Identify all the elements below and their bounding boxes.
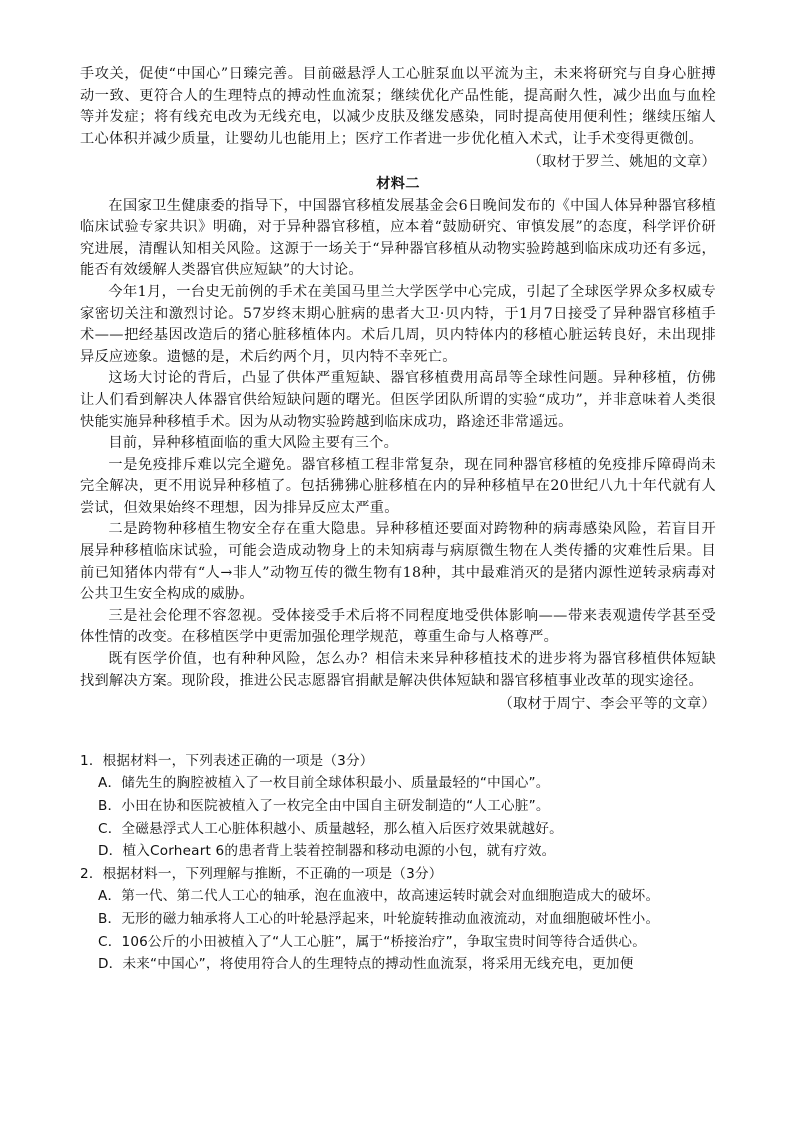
question-one xyxy=(80,750,716,863)
question-two-option-d: D．未来“中国心”，将使用符合人的生理特点的搏动性血流泵，将采用无线充电，更加便 xyxy=(98,956,634,973)
material-two-title: 材料二 xyxy=(376,175,420,192)
material-one-paragraph: 手攻关，促使“中国心”日臻完善。目前磁悬浮人工心脏泵血以平流为主，未来将研究与自身心脏搏动一致、更符合人的生理特点的搏动性血流泵；继续优化产品性能，提高耐久性，减少出血与血栓等并发症；将有线充电改为无线充电，以减少皮肤及继发感染，同时提高使用便利性；继续压缩人工心体积并减少质量，让婴幼儿也能用上；医疗工作者进一步优化植入术式，让手术变得更微创。 xyxy=(80,66,716,147)
question-one-option-b: B．小田在协和医院被植入了一枚完全由中国自主研发制造的“人工心脏”。 xyxy=(98,798,550,814)
material-two-paragraph: 这场大讨论的背后，凸显了供体严重短缺、器官移植费用高昂等全球性问题。异种移植，仿佛让人们看到解决人体器官供给短缺问题的曙光。但医学团队所谓的实验“成功”，并非意味着人类很快能实施异种移植手术。因为从动物实验跨越到临床成功，路途还非常遥远。 xyxy=(80,370,716,430)
material-two-paragraph: 在国家卫生健康委的指导下，中国器官移植发展基金会6日晚间发布的《中国人体异种器官移植临床试验专家共识》明确，对于异种器官移植，应本着“鼓励研究、审慎发展”的态度，科学评价研究进展，清醒认知相关风险。这源于一场关于“异种器官移植从动物实验跨越到临床成功还有多远，能否有效缓解人类器官供应短缺”的大讨论。 xyxy=(80,197,716,279)
question-one-option-a: A．储先生的胸腔被植入了一枚目前全球体积最小、质量最轻的“中国心”。 xyxy=(98,775,550,792)
material-one-section xyxy=(80,64,716,174)
question-two-option-a: A．第一代、第二代人工心的轴承，泡在血液中，故高速运转时就会对血细胞造成大的破坏。 xyxy=(98,888,660,905)
question-one-option-c: C．全磁悬浮式人工心脏体积越小、质量越轻，那么植入后医疗效果就越好。 xyxy=(98,820,563,837)
material-two-paragraph: 一是免疫排斥难以完全避免。器官移植工程非常复杂，现在同种器官移植的免疫排斥障碍尚未完全解决，更不用说异种移植了。包括狒狒心脏移植在内的异种移植早在20世纪八九十年代就有人尝试，但效果始终不理想，因为排异反应太严重。 xyxy=(80,456,716,516)
question-two-option-b: B．无形的磁力轴承将人工心的叶轮悬浮起来，叶轮旋转推动血液流动，对血细胞破坏性小。 xyxy=(98,910,660,927)
question-two xyxy=(80,863,716,976)
question-two-stem: 2．根据材料一，下列理解与推断，不正确的一项是（3分） xyxy=(80,865,443,882)
material-one-source: （取材于罗兰、姚旭的文章） xyxy=(527,154,716,171)
material-two-paragraph: 目前，异种移植面临的重大风险主要有三个。 xyxy=(108,435,399,452)
section-gap xyxy=(80,716,716,750)
question-two-option-c: C．106公斤的小田被植入了“人工心脏”，属于“桥接治疗”，争取宝贵时间等待合适供心。 xyxy=(98,933,646,950)
question-one-stem: 1．根据材料一，下列表述正确的一项是（3分） xyxy=(80,752,374,769)
material-two-section xyxy=(80,174,716,716)
material-two-paragraph: 二是跨物种移植生物安全存在重大隐患。异种移植还要面对跨物种的病毒感染风险，若盲目开展异种移植临床试验，可能会造成动物身上的未知病毒与病原微生物在人类传播的灾难性后果。目前已知猪体内带有“人→非人”动物互传的微生物有18种，其中最难消灭的是猪内源性逆转录病毒对公共卫生安全构成的威胁。 xyxy=(80,521,716,603)
material-two-paragraph: 三是社会伦理不容忽视。受体接受手术后将不同程度地受供体影响——带来表观遗传学甚至受体性情的改变。在移植医学中更需加强伦理学规范，尊重生命与人格尊严。 xyxy=(80,607,716,646)
material-two-source: （取材于周宁、李会平等的文章） xyxy=(498,696,716,713)
material-two-paragraph: 今年1月，一台史无前例的手术在美国马里兰大学医学中心完成，引起了全球医学界众多权威专家密切关注和激烈讨论。57岁终末期心脏病的患者大卫·贝内特，于1月7日接受了异种器官移植手术——把经基因改造后的猪心脏移植体内。术后几周，贝内特体内的移植心脏运转良好，未出现排异反应迹象。遗憾的是，术后约两个月，贝内特不幸死亡。 xyxy=(80,283,716,365)
question-one-option-d: D．植入Corheart 6的患者背上装着控制器和移动电源的小包，就有疗效。 xyxy=(98,843,556,860)
material-two-paragraph: 既有医学价值，也有种种风险，怎么办？相信未来异种移植技术的进步将为器官移植供体短缺找到解决方案。现阶段，推进公民志愿器官捐献是解决供体短缺和器官移植事业改革的现实途径。 xyxy=(80,651,716,689)
